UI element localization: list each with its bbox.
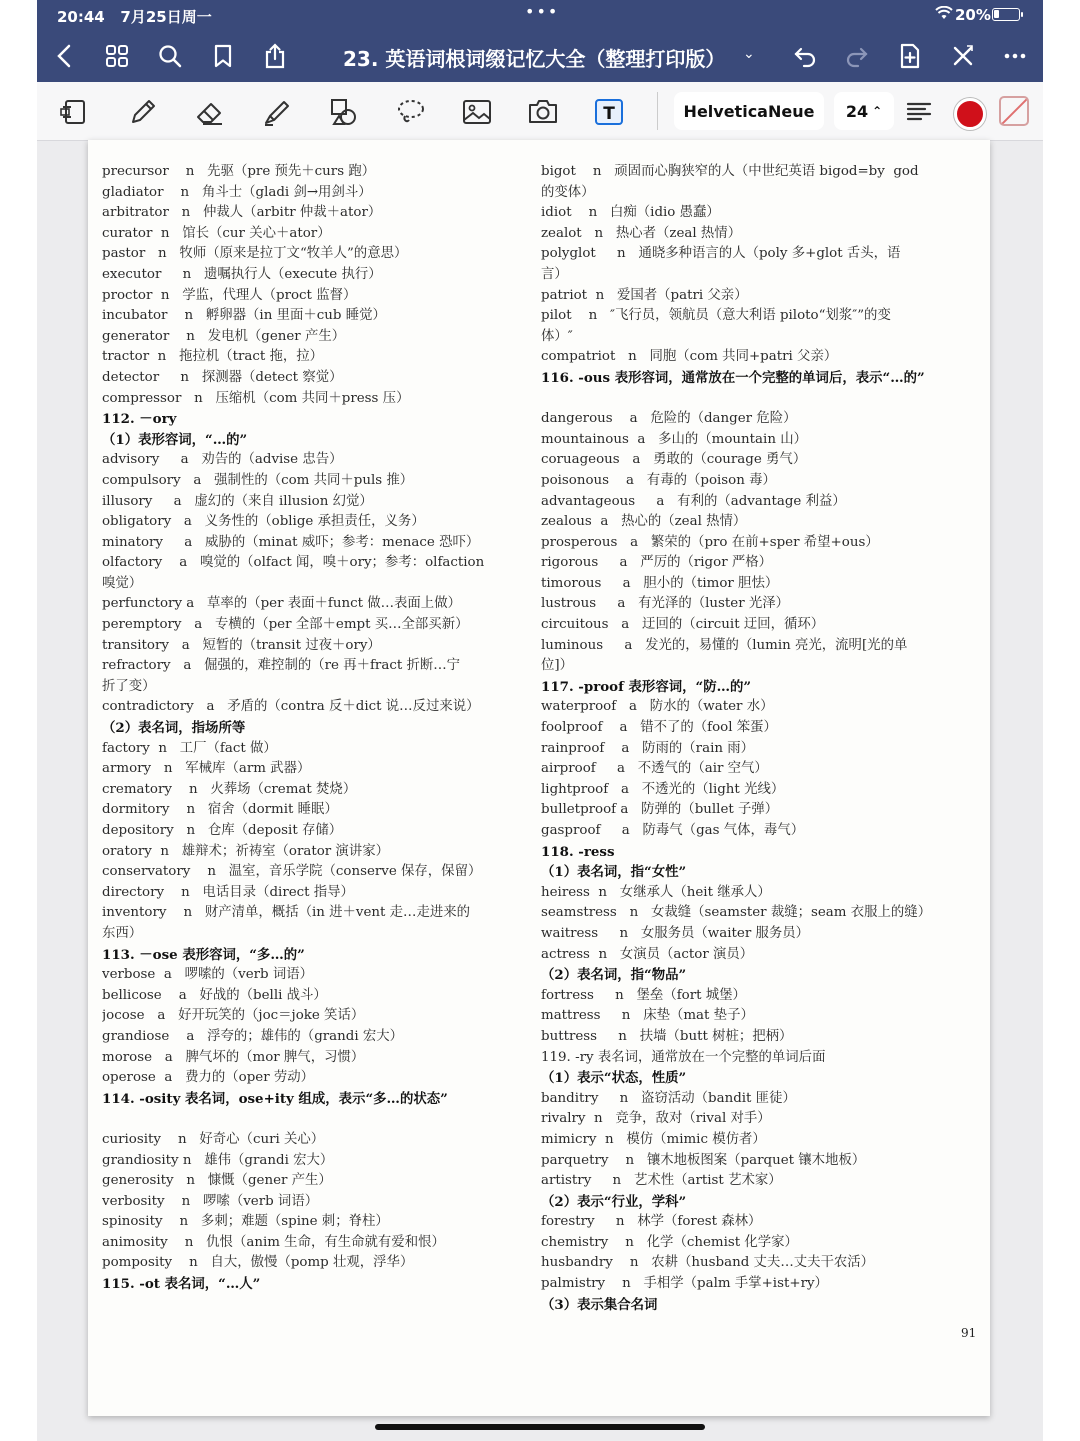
text-line: incubator n 孵卵器（in 里面＋cub 睡觉）: [102, 308, 386, 324]
section-heading: 116. -ous 表形容词，通常放在一个完整的单词后，表示“…的”: [541, 369, 925, 386]
read-mode-icon[interactable]: [57, 94, 93, 130]
add-page-icon[interactable]: [894, 40, 926, 72]
section-heading: 115. -ot 表名词，“…人”: [102, 1276, 261, 1293]
text-line: jocose a 好开玩笑的（joc＝joke 笑话）: [102, 1008, 365, 1024]
text-line: pomposity n 自大，傲慢（pomp 壮观，浮华）: [102, 1255, 414, 1271]
text-line: waterproof a 防水的（water 水）: [541, 699, 774, 715]
section-heading: 118. -ress: [541, 843, 615, 860]
text-line: rainproof a 防雨的（rain 雨）: [541, 740, 755, 756]
text-line: precursor n 先驱（pre 预先＋curs 跑）: [102, 164, 376, 179]
toolbar-divider: [657, 92, 658, 130]
more-icon[interactable]: [999, 40, 1031, 72]
left-column: [102, 162, 542, 1295]
multitasking-dots[interactable]: •••: [525, 2, 560, 21]
text-line: foolproof a 错不了的（fool 笨蛋）: [541, 720, 777, 736]
font-size-selector[interactable]: [834, 92, 894, 130]
text-line: peremptory a 专横的（per 全部＋empt 买…全部买新）: [102, 617, 469, 633]
text-line: advantageous a 有利的（advantage 利益）: [541, 493, 846, 509]
text-line: tractor n 拖拉机（tract 拖，拉）: [102, 349, 324, 365]
text-line: fortress n 堡垒（fort 城堡）: [541, 987, 746, 1003]
text-line: 东西）: [102, 925, 143, 941]
text-line: 119. -ry 表名词，通常放在一个完整的单词后面: [541, 1049, 826, 1065]
text-line: 嗅觉）: [102, 575, 143, 591]
shapes-icon[interactable]: [326, 94, 362, 130]
section-heading: （2）表名词，指“物品”: [541, 967, 687, 984]
text-line: banditry n 盗窃活动（bandit 匪徒）: [541, 1090, 796, 1106]
text-line: dormitory n 宿舍（dormit 睡眠）: [102, 802, 338, 818]
text-line: oratory n 雄辩术；祈祷室（orator 演讲家）: [102, 843, 389, 859]
section-heading: （2）表示“行业，学科”: [541, 1193, 687, 1210]
text-line: heiress n 女继承人（heit 继承人）: [541, 884, 771, 900]
text-line: palmistry n 手相学（palm 手掌+ist+ry）: [541, 1276, 828, 1292]
text-line: timorous a 胆小的（timor 胆怯）: [541, 575, 779, 591]
text-line: conservatory n 温室，音乐学院（conserve 保存，保留）: [102, 864, 482, 880]
text-line: operose a 费力的（oper 劳动）: [102, 1070, 315, 1086]
text-line: executor n 遗嘱执行人（execute 执行）: [102, 266, 382, 282]
text-line: curiosity n 好奇心（curi 关心）: [102, 1131, 325, 1147]
text-tool-glyph: T: [603, 104, 615, 124]
document-page: [88, 140, 990, 1416]
status-time: 20:44 7月25日周一: [57, 8, 212, 26]
nav-bar: [37, 30, 1043, 82]
text-line: morose a 脾气坏的（mor 脾气，习惯）: [102, 1049, 365, 1065]
redo-icon[interactable]: [841, 40, 873, 72]
text-line: generator n 发电机（gener 产生）: [102, 328, 346, 344]
text-line: [541, 389, 981, 410]
battery-icon: [992, 8, 1020, 21]
text-line: mountainous a 多山的（mountain 山）: [541, 431, 807, 447]
text-line: verbose a 啰嗦的（verb 词语）: [102, 967, 314, 983]
text-align-icon[interactable]: [901, 94, 937, 130]
section-heading: （3）表示集合名词: [541, 1296, 658, 1313]
text-line: obligatory a 义务性的（oblige 承担责任，义务）: [102, 514, 425, 530]
thumbnails-grid-icon[interactable]: [101, 40, 133, 72]
text-line: artistry n 艺术性（artist 艺术家）: [541, 1173, 782, 1189]
document-title[interactable]: 23. 英语词根词缀记忆大全（整理打印版）: [343, 47, 726, 71]
text-line: depository n 仓库（deposit 存储）: [102, 823, 343, 838]
font-size-chevron-icon: ⌃: [872, 104, 883, 118]
text-line: zealot n 热心者（zeal 热情）: [541, 225, 742, 241]
text-line: compressor n 压缩机（com 共同＋press 压）: [102, 390, 410, 406]
text-line: spinosity n 多刺；难题（spine 刺；脊柱）: [102, 1214, 389, 1230]
text-line: rivalry n 竞争，敌对（rival 对手）: [541, 1111, 771, 1127]
text-line: parquetry n 镶木地板图案（parquet 镶木地板）: [541, 1152, 866, 1168]
status-date: 7月25日周一: [120, 8, 212, 26]
text-line: waitress n 女服务员（waiter 服务员）: [541, 925, 810, 941]
right-column: [541, 162, 981, 1315]
text-line: poisonous a 有毒的（poison 毒）: [541, 472, 776, 488]
section-heading: （1）表形容词，“…的”: [102, 431, 248, 448]
font-selector[interactable]: HelveticaNeue: [674, 92, 824, 130]
bookmark-icon[interactable]: [207, 40, 239, 72]
text-line: coruageous a 勇敢的（courage 勇气）: [541, 452, 807, 468]
text-line: polyglot n 通晓多种语言的人（poly 多+glot 舌头，语: [541, 246, 901, 262]
wifi-icon: [935, 6, 953, 24]
title-chevron-down-icon[interactable]: ⌄: [743, 46, 755, 62]
text-line: chemistry n 化学（chemist 化学家）: [541, 1234, 798, 1250]
text-line: husbandry n 农耕（husband 丈夫…丈夫干农活）: [541, 1255, 875, 1271]
text-line: gasproof a 防毒气（gas 气体，毒气）: [541, 823, 805, 838]
text-line: seamstress n 女裁缝（seamster 裁缝；seam 衣服上的缝）: [541, 905, 932, 921]
text-line: olfactory a 嗅觉的（olfact 闻，嗅＋ory；参考：olfaction: [102, 555, 485, 571]
text-line: factory n 工厂（fact 做）: [102, 740, 277, 756]
left-background: [0, 0, 37, 1441]
text-line: airproof a 不透气的（air 空气）: [541, 761, 768, 777]
text-line: transitory a 短暂的（transit 过夜＋ory）: [102, 637, 381, 653]
text-line: arbitrator n 仲裁人（arbitr 仲裁＋ator）: [102, 205, 382, 221]
text-line: detector n 探测器（detect 察觉）: [102, 369, 343, 385]
undo-icon[interactable]: [789, 40, 821, 72]
section-heading: 117. -proof 表形容词，“防…的”: [541, 678, 752, 695]
text-line: contradictory a 矛盾的（contra 反＋dict 说…反过来说）: [102, 699, 480, 715]
text-line: 折了变）: [102, 678, 156, 694]
text-line: dangerous a 危险的（danger 危险）: [541, 411, 797, 427]
share-icon[interactable]: [259, 40, 291, 72]
home-indicator[interactable]: [375, 1424, 705, 1430]
text-color-swatch[interactable]: [954, 98, 986, 130]
text-line: 言）: [541, 266, 568, 282]
text-line: prosperous a 繁荣的（pro 在前+sper 希望+ous）: [541, 534, 879, 550]
text-line: 的变体）: [541, 184, 595, 200]
text-line: [102, 1109, 542, 1130]
text-line: advisory a 劝告的（advise 忠告）: [102, 452, 343, 468]
text-line: bulletproof a 防弹的（bullet 子弹）: [541, 802, 779, 818]
pdf-reader-app: [37, 0, 1043, 1441]
section-heading: （1）表名词，指“女性”: [541, 864, 687, 881]
back-icon[interactable]: [49, 40, 81, 72]
camera-icon[interactable]: [525, 94, 561, 130]
search-icon[interactable]: [154, 40, 186, 72]
eraser-icon[interactable]: [192, 94, 228, 130]
text-line: refractory a 倔强的，难控制的（re 再＋fract 折断…宁: [102, 658, 461, 674]
text-line: actress n 女演员（actor 演员）: [541, 946, 754, 962]
section-heading: （2）表名词，指场所等: [102, 720, 246, 737]
highlighter-icon[interactable]: [259, 94, 295, 130]
right-background: [1043, 0, 1080, 1441]
section-heading: 114. -osity 表名词，ose+ity 组成，表示“多…的状态”: [102, 1090, 448, 1107]
section-heading: 113. －ose 表形容词，“多…的”: [102, 946, 305, 963]
text-line: compulsory a 强制性的（com 共同＋puls 推）: [102, 472, 414, 488]
text-line: circuitous a 迂回的（circuit 迂回，循环）: [541, 617, 825, 633]
text-box-icon[interactable]: [591, 94, 627, 130]
text-line: 体）″: [541, 328, 573, 344]
text-line: crematory n 火葬场（cremat 焚烧）: [102, 781, 357, 797]
annotation-toolbar: [37, 82, 1043, 141]
text-line: forestry n 林学（forest 森林）: [541, 1214, 762, 1230]
page-number: 91: [961, 1326, 977, 1340]
text-line: verbosity n 啰嗦（verb 词语）: [102, 1193, 319, 1209]
image-icon[interactable]: [459, 94, 495, 130]
text-line: lustrous a 有光泽的（luster 光泽）: [541, 596, 790, 612]
text-line: 位]）: [541, 658, 574, 674]
text-line: proctor n 学监，代理人（proct 监督）: [102, 287, 357, 303]
text-line: lightproof a 不透光的（light 光线）: [541, 781, 785, 797]
text-line: buttress n 扶墙（butt 树桩；把柄）: [541, 1028, 793, 1044]
text-line: curator n 馆长（cur 关心＋ator）: [102, 225, 331, 241]
fill-none-swatch[interactable]: [999, 96, 1029, 126]
text-line: pilot n ″飞行员，领航员（意大利语 piloto“划浆″”的变: [541, 308, 891, 324]
text-line: directory n 电话目录（direct 指导）: [102, 884, 354, 900]
close-tools-icon[interactable]: [947, 40, 979, 72]
text-line: grandiose a 浮夸的；雄伟的（grandi 宏大）: [102, 1028, 404, 1044]
text-line: armory n 军械库（arm 武器）: [102, 761, 311, 777]
text-line: generosity n 慷慨（gener 产生）: [102, 1173, 332, 1189]
text-line: pastor n 牧师（原来是拉丁文“牧羊人”的意思）: [102, 246, 408, 262]
text-line: animosity n 仇恨（anim 生命，有生命就有爱和恨）: [102, 1234, 445, 1250]
text-line: mattress n 床垫（mat 垫子）: [541, 1008, 754, 1024]
status-bar: [37, 0, 1043, 30]
text-line: illusory a 虚幻的（来自 illusion 幻觉）: [102, 493, 373, 509]
text-line: grandiosity n 雄伟（grandi 宏大）: [102, 1152, 334, 1168]
text-line: zealous a 热心的（zeal 热情）: [541, 514, 747, 530]
section-heading: 112. －ory: [102, 411, 177, 428]
text-line: inventory n 财产清单，概括（in 进＋vent 走…走进来的: [102, 905, 471, 921]
pen-icon[interactable]: [125, 94, 161, 130]
font-size-value: 24: [845, 101, 869, 121]
battery-percent: 20%: [955, 6, 991, 24]
text-line: mimicry n 模仿（mimic 模仿者）: [541, 1131, 766, 1147]
text-line: compatriot n 同胞（com 共同+patri 父亲）: [541, 349, 838, 365]
text-line: bellicose a 好战的（belli 战斗）: [102, 987, 327, 1003]
text-line: luminous a 发光的，易懂的（lumin 亮光，流明[光的单: [541, 637, 908, 653]
text-line: perfunctory a 草率的（per 表面＋funct 做…表面上做）: [102, 596, 461, 612]
text-line: idiot n 白痴（idio 愚蠢）: [541, 205, 720, 221]
text-line: bigot n 顽固而心胸狭窄的人（中世纪英语 bigod=by god: [541, 164, 919, 179]
text-line: rigorous a 严厉的（rigor 严格）: [541, 555, 773, 571]
text-line: minatory a 威胁的（minat 威吓；参考：menace 恐吓）: [102, 534, 480, 550]
lasso-icon[interactable]: [393, 94, 429, 130]
section-heading: （1）表示“状态，性质”: [541, 1070, 687, 1087]
text-line: patriot n 爱国者（patri 父亲）: [541, 287, 748, 303]
text-line: gladiator n 角斗士（gladi 剑→用剑斗）: [102, 184, 372, 200]
